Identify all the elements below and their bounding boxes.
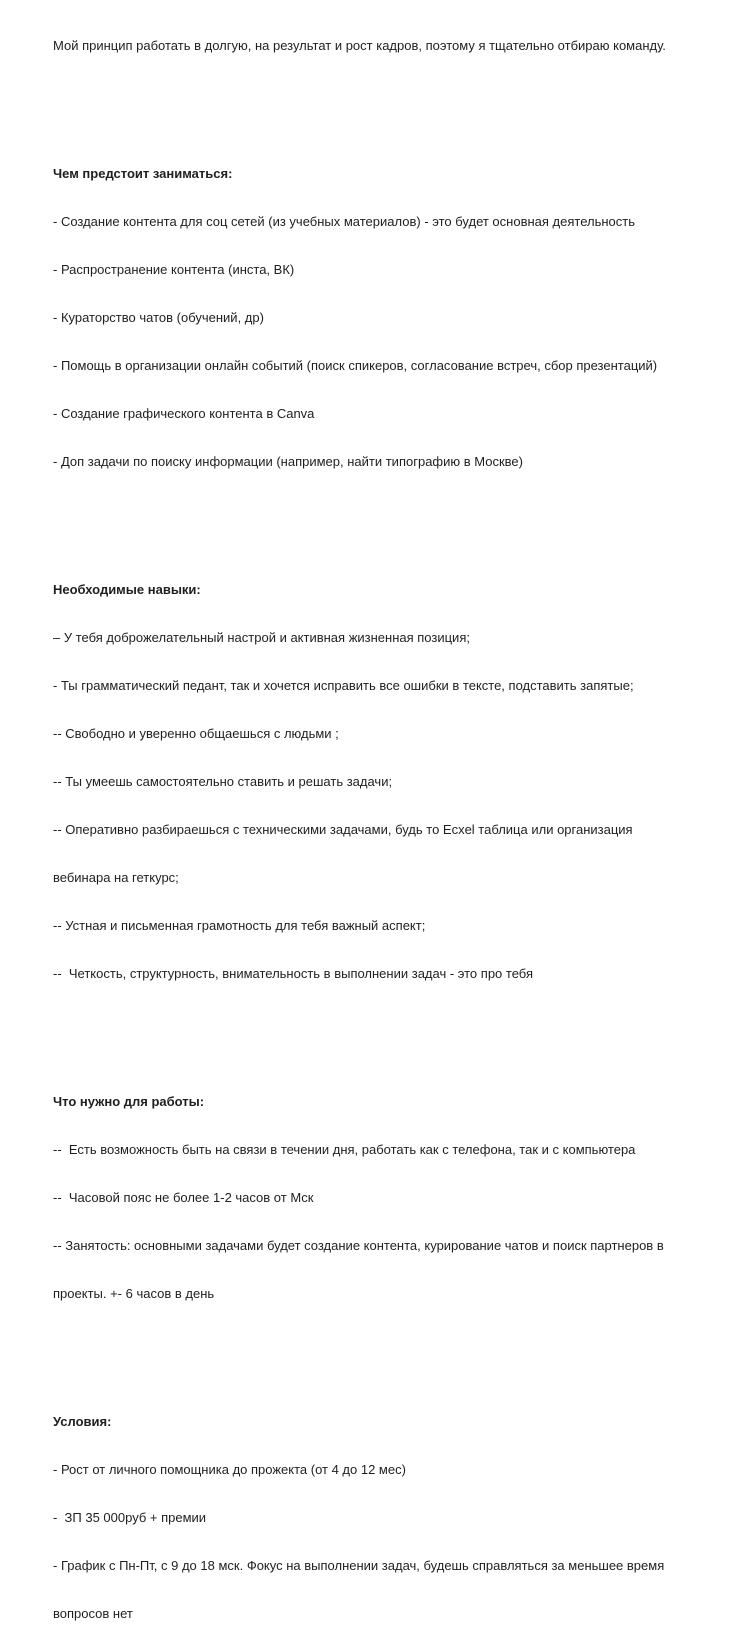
- list-item: - Помощь в организации онлайн событий (поиск спикеров, согласование встреч, сбор презентаций): [53, 358, 658, 373]
- section-heading-requirements: Что нужно для работы:: [53, 1094, 205, 1109]
- list-item: -- Четкость, структурность, внимательность в выполнении задач - это про тебя: [53, 966, 533, 981]
- section-heading-tasks: Чем предстоит заниматься:: [53, 166, 233, 181]
- list-item: - Кураторство чатов (обучений, др): [53, 310, 264, 325]
- list-item: -- Ты умеешь самостоятельно ставить и решать задачи;: [53, 774, 393, 789]
- section-heading-conditions: Условия:: [53, 1414, 112, 1429]
- list-item: - Распространение контента (инста, ВК): [53, 262, 295, 277]
- list-item: - Создание графического контента в Canva: [53, 406, 315, 421]
- list-item: -- Есть возможность быть на связи в течении дня, работать как с телефона, так и с компьютера: [53, 1142, 636, 1157]
- spacer: [53, 1014, 723, 1030]
- list-item: - График с Пн-Пт, с 9 до 18 мск. Фокус на выполнении задач, будешь справляться за меньшее время: [53, 1558, 665, 1573]
- spacer: [53, 1334, 723, 1350]
- list-item: -- Часовой пояс не более 1-2 часов от Мск: [53, 1190, 314, 1205]
- list-item: - Доп задачи по поиску информации (например, найти типографию в Москве): [53, 454, 523, 469]
- list-item: -- Оперативно разбираешься с техническими задачами, будь то Ecxel таблица или организация: [53, 822, 633, 837]
- spacer: [53, 86, 723, 102]
- list-item: -- Свободно и уверенно общаешься с людьми ;: [53, 726, 339, 741]
- list-item: - Ты грамматический педант, так и хочется исправить все ошибки в тексте, подставить запятые;: [53, 678, 634, 693]
- list-item: -- Устная и письменная грамотность для тебя важный аспект;: [53, 918, 426, 933]
- list-item: - Создание контента для соц сетей (из учебных материалов) - это будет основная деятельность: [53, 214, 635, 229]
- list-item: вебинара на геткурс;: [53, 870, 179, 885]
- list-item: вопросов нет: [53, 1606, 133, 1621]
- list-item: -- Занятость: основными задачами будет создание контента, курирование чатов и поиск партнеров в: [53, 1238, 664, 1253]
- list-item: - ЗП 35 000руб + премии: [53, 1510, 207, 1525]
- list-item: - Рост от личного помощника до прожекта (от 4 до 12 мес): [53, 1462, 406, 1477]
- section-heading-skills: Необходимые навыки:: [53, 582, 201, 597]
- list-item: проекты. +- 6 часов в день: [53, 1286, 215, 1301]
- spacer: [53, 502, 723, 518]
- intro-text: Мой принцип работать в долгую, на результат и рост кадров, поэтому я тщательно отбираю команду.: [53, 38, 666, 53]
- list-item: – У тебя доброжелательный настрой и активная жизненная позиция;: [53, 630, 470, 645]
